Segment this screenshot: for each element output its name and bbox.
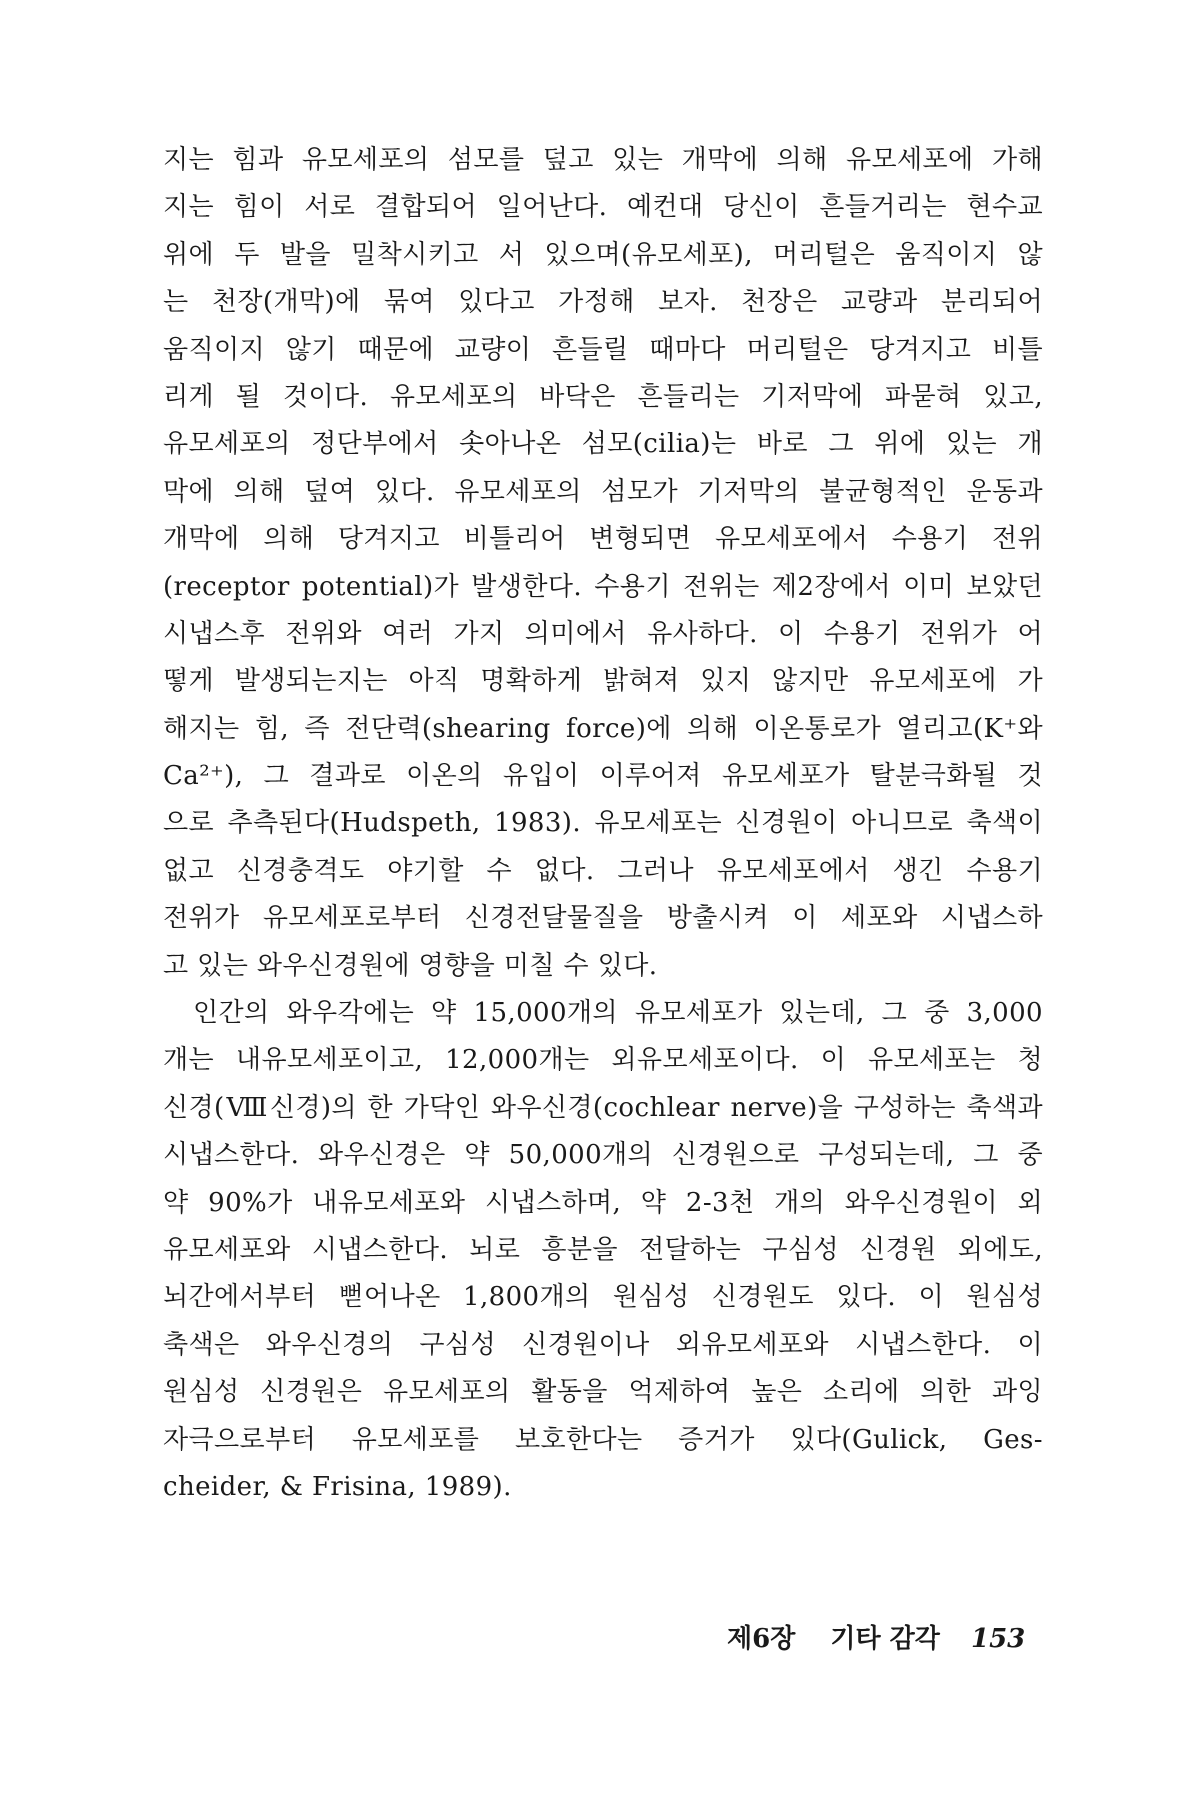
text-line: 으로 추측된다(Hudspeth, 1983). 유모세포는 신경원이 아니므로 축색이 bbox=[163, 808, 1043, 839]
text-line: 떻게 발생되는지는 아직 명확하게 밝혀져 있지 않지만 유모세포에 가 bbox=[163, 666, 1043, 697]
text-line: 리게 될 것이다. 유모세포의 바닥은 흔들리는 기저막에 파묻혀 있고, bbox=[163, 381, 1043, 412]
text-line: 전위가 유모세포로부터 신경전달물질을 방출시켜 이 세포와 시냅스하 bbox=[163, 903, 1043, 934]
text-line: 지는 힘과 유모세포의 섬모를 덮고 있는 개막에 의해 유모세포에 가해 bbox=[163, 145, 1043, 175]
text-line: 자극으로부터 유모세포를 보호한다는 증거가 있다(Gulick, Ges- bbox=[163, 1424, 1043, 1455]
text-line: 개는 내유모세포이고, 12,000개는 외유모세포이다. 이 유모세포는 청 bbox=[163, 1045, 1043, 1076]
text-line: 유모세포의 정단부에서 솟아나온 섬모(cilia)는 바로 그 위에 있는 개 bbox=[163, 429, 1043, 460]
chapter-title: 기타 감각 bbox=[830, 1624, 940, 1654]
text-line: Ca²⁺), 그 결과로 이온의 유입이 이루어져 유모세포가 탈분극화될 것 bbox=[163, 761, 1043, 792]
text-line: cheider, & Frisina, 1989). bbox=[163, 1471, 512, 1502]
text-line: 축색은 와우신경의 구심성 신경원이나 외유모세포와 시냅스한다. 이 bbox=[163, 1329, 1043, 1360]
text-line: 움직이지 않기 때문에 교량이 흔들릴 때마다 머리털은 당겨지고 비틀 bbox=[163, 334, 1043, 365]
text-line: 신경(Ⅷ신경)의 한 가닥인 와우신경(cochlear nerve)을 구성하는 축색과 bbox=[163, 1092, 1043, 1123]
text-line: 해지는 힘, 즉 전단력(shearing force)에 의해 이온통로가 열리고(K⁺와 bbox=[163, 713, 1043, 744]
text-line: 시냅스한다. 와우신경은 약 50,000개의 신경원으로 구성되는데, 그 중 bbox=[163, 1140, 1043, 1171]
text-line: 유모세포와 시냅스한다. 뇌로 흥분을 전달하는 구심성 신경원 외에도, bbox=[163, 1234, 1043, 1265]
text-line: 원심성 신경원은 유모세포의 활동을 억제하여 높은 소리에 의한 과잉 bbox=[163, 1377, 1043, 1408]
text-line: 없고 신경충격도 야기할 수 없다. 그러나 유모세포에서 생긴 수용기 bbox=[163, 855, 1043, 886]
text-line: 막에 의해 덮여 있다. 유모세포의 섬모가 기저막의 불균형적인 운동과 bbox=[163, 476, 1043, 507]
body-text bbox=[163, 137, 1043, 1511]
page-footer bbox=[727, 1618, 1025, 1655]
page-number: 153 bbox=[970, 1624, 1026, 1654]
text-line: 지는 힘이 서로 결합되어 일어난다. 예컨대 당신이 흔들거리는 현수교 bbox=[163, 192, 1043, 223]
text-line: 위에 두 발을 밀착시키고 서 있으며(유모세포), 머리털은 움직이지 않 bbox=[163, 239, 1043, 270]
text-line: 고 있는 와우신경원에 영향을 미칠 수 있다. bbox=[163, 950, 658, 981]
text-line: 인간의 와우각에는 약 15,000개의 유모세포가 있는데, 그 중 3,000 bbox=[193, 998, 1043, 1029]
text-line: 시냅스후 전위와 여러 가지 의미에서 유사하다. 이 수용기 전위가 어 bbox=[163, 618, 1043, 649]
text-line: (receptor potential)가 발생한다. 수용기 전위는 제2장에서 이미 보았던 bbox=[163, 571, 1043, 602]
text-line: 는 천장(개막)에 묶여 있다고 가정해 보자. 천장은 교량과 분리되어 bbox=[163, 287, 1043, 318]
chapter-label: 제6장 bbox=[727, 1624, 796, 1654]
text-line: 뇌간에서부터 뻗어나온 1,800개의 원심성 신경원도 있다. 이 원심성 bbox=[163, 1282, 1043, 1313]
text-line: 개막에 의해 당겨지고 비틀리어 변형되면 유모세포에서 수용기 전위 bbox=[163, 524, 1043, 555]
text-line: 약 90%가 내유모세포와 시냅스하며, 약 2-3천 개의 와우신경원이 외 bbox=[163, 1187, 1043, 1218]
